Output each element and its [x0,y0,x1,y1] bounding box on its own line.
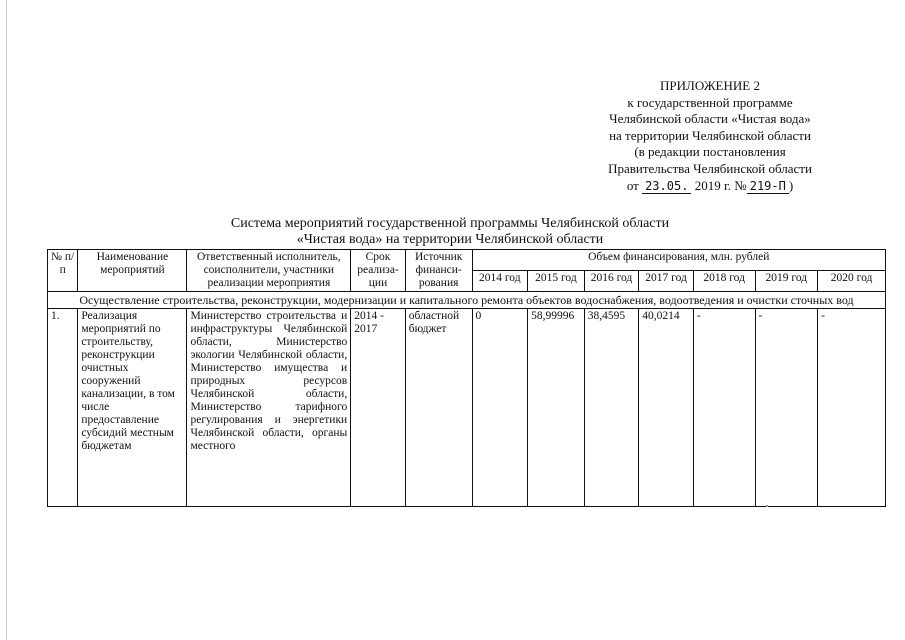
table-row [48,309,886,507]
document-title-line-1: Система мероприятий государственной программы Челябинской области [230,216,670,231]
row-value: - [693,309,755,507]
document-title [150,216,750,248]
resolution-number: 219-П [747,179,789,194]
row-source: областной бюджет [405,309,472,507]
header-num: № п/п [48,250,78,292]
date-prefix: от [626,177,639,193]
scan-speck [766,505,768,507]
document-title-line-2: «Чистая вода» на территории Челябинской области [296,232,604,247]
row-value: 0 [472,309,528,507]
header-year: 2019 год [755,271,818,292]
row-term: 2014 - 2017 [351,309,406,507]
row-executor: Министерство строительства и инфраструктуры Челябинской области, Министерство экологии Челябинской области, Министерство имущества и природных ресурсов Челябинской области, Министерство тарифного регулирования и энергетики Челябинской области, органы местного [187,309,351,507]
header-year: 2014 год [472,271,528,292]
header-year: 2016 год [584,271,639,292]
header-year: 2018 год [693,271,755,292]
header-year: 2020 год [818,271,886,292]
appendix-line-2: Челябинской области «Чистая вода» [609,111,811,127]
appendix-heading: ПРИЛОЖЕНИЕ 2 [660,78,760,93]
appendix-line-5: Правительства Челябинской области [608,160,812,176]
measures-table [47,249,886,507]
header-funding-group: Объем финансирования, млн. рублей [472,250,886,271]
row-value: - [818,309,886,507]
close-paren: ) [788,177,794,193]
section-row [48,292,886,309]
header-source: Источник финанси-рования [405,250,472,292]
appendix-date-line [560,178,860,195]
scan-margin-line [6,0,7,640]
row-name: Реализация мероприятий по строительству, реконструкции очистных сооружений канализации, в том числе предоставление субсидий местным бюджетам [78,309,187,507]
date-value: 23.05. [642,179,691,194]
header-row-1 [48,250,886,271]
row-value: 38,4595 [584,309,639,507]
appendix-header [560,78,860,194]
header-name: Наименование мероприятий [78,250,187,292]
row-value: - [755,309,818,507]
section-title: Осуществление строительства, реконструкции, модернизации и капитального ремонта объектов водоснабжения, водоотведения и очистки сточных вод [48,292,886,309]
header-year: 2017 год [639,271,694,292]
row-num: 1. [48,309,78,507]
row-value: 58,99996 [528,309,585,507]
row-value: 40,0214 [639,309,694,507]
header-term: Срок реализа-ции [351,250,406,292]
header-year: 2015 год [528,271,585,292]
appendix-line-1: к государственной программе [627,94,793,110]
appendix-line-4: (в редакции постановления [634,144,786,160]
header-executor: Ответственный исполнитель, соисполнители, участники реализации мероприятия [187,250,351,292]
appendix-line-3: на территории Челябинской области [609,127,811,143]
year-text: 2019 г. № [694,177,747,193]
